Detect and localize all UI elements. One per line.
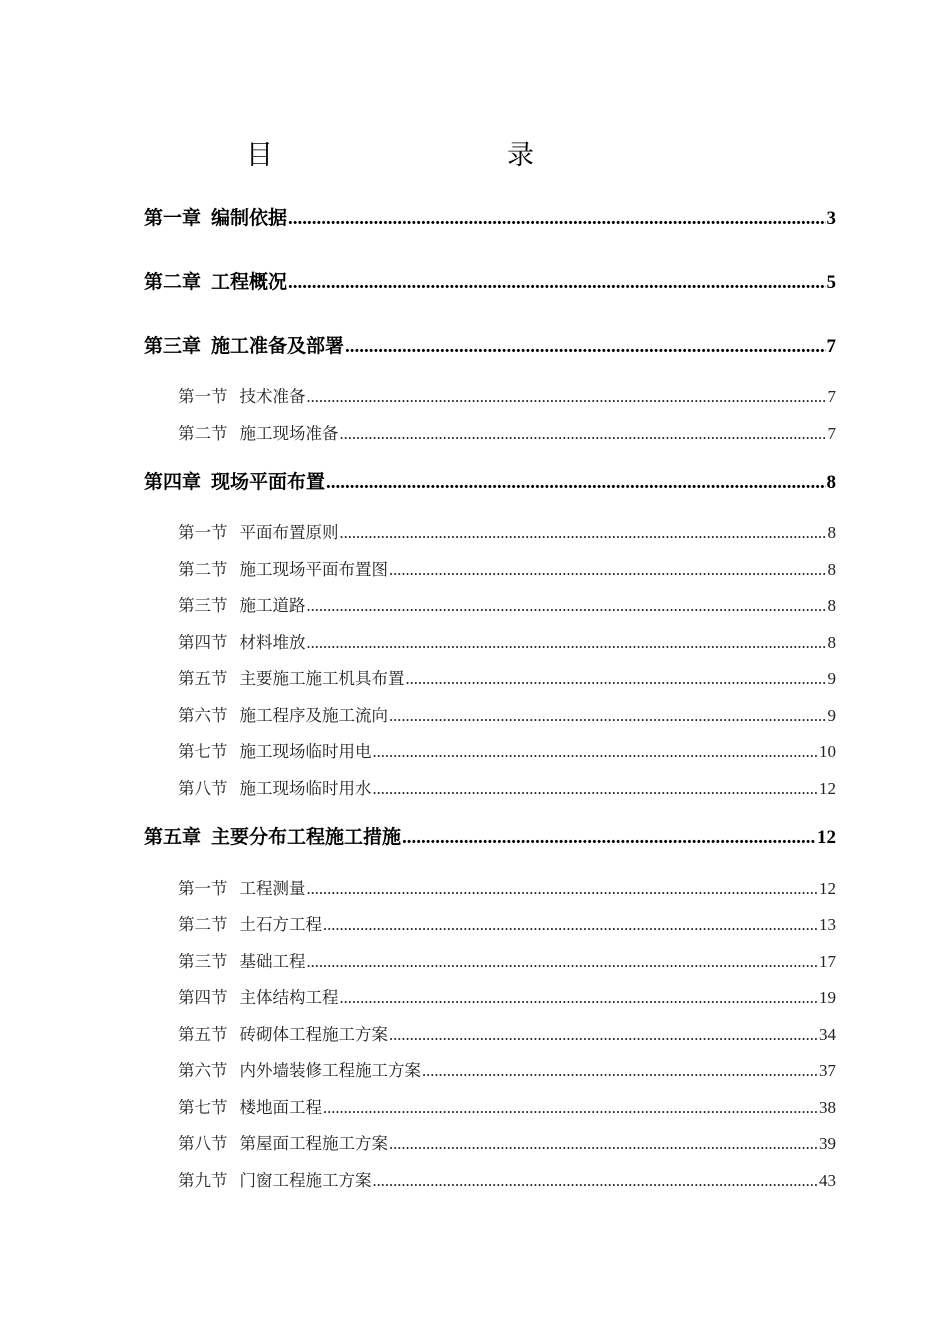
toc-section[interactable] bbox=[178, 665, 836, 689]
toc-entry-number: 第八节 bbox=[178, 1134, 228, 1153]
toc-entry-title: 施工准备及部署 bbox=[211, 335, 345, 357]
dot-leader bbox=[422, 1061, 818, 1081]
dot-leader bbox=[326, 472, 825, 494]
toc-entry-number: 第五节 bbox=[178, 1025, 228, 1044]
dot-leader bbox=[340, 988, 819, 1008]
toc-section[interactable] bbox=[178, 556, 836, 580]
dot-leader bbox=[340, 424, 827, 444]
toc-entry-page: 12 bbox=[819, 879, 836, 898]
toc-entry-number: 第三节 bbox=[178, 596, 228, 615]
toc-entry-title: 门窗工程施工方案 bbox=[239, 1171, 372, 1190]
toc-entry-page: 7 bbox=[826, 336, 836, 357]
toc-chapter-5[interactable] bbox=[144, 822, 836, 849]
toc-entry-page: 17 bbox=[819, 952, 836, 971]
dot-leader bbox=[389, 1134, 818, 1154]
toc-entry-number: 第一章 bbox=[144, 207, 202, 229]
toc-entry-number: 第四节 bbox=[178, 988, 228, 1007]
toc-entry-number: 第四节 bbox=[178, 633, 228, 652]
toc-entry-page: 8 bbox=[827, 523, 836, 542]
toc-entry-number: 第四章 bbox=[144, 471, 202, 493]
dot-leader bbox=[373, 779, 819, 799]
toc-entry-number: 第七节 bbox=[178, 742, 228, 761]
toc-entry-page: 10 bbox=[819, 742, 836, 761]
toc-entry-page: 37 bbox=[819, 1061, 836, 1080]
toc-entry-title: 主要施工施工机具布置 bbox=[239, 669, 405, 688]
toc-entry-page: 43 bbox=[819, 1171, 836, 1190]
dot-leader bbox=[288, 272, 825, 294]
toc-entry-number: 第六节 bbox=[178, 1061, 228, 1080]
toc-entry-page: 7 bbox=[827, 424, 836, 443]
toc-entry-number: 第八节 bbox=[178, 779, 228, 798]
toc-entry-number: 第九节 bbox=[178, 1171, 228, 1190]
dot-leader bbox=[389, 1025, 818, 1045]
toc-entry-title: 砖砌体工程施工方案 bbox=[239, 1025, 388, 1044]
toc-entry-page: 34 bbox=[819, 1025, 836, 1044]
toc-section[interactable] bbox=[178, 911, 836, 935]
toc-entry-title: 土石方工程 bbox=[239, 915, 322, 934]
dot-leader bbox=[307, 387, 827, 407]
toc-entry-page: 8 bbox=[826, 472, 836, 493]
dot-leader bbox=[389, 560, 827, 580]
toc-section[interactable] bbox=[178, 1167, 836, 1191]
toc-section[interactable] bbox=[178, 383, 836, 407]
toc-entry-page: 12 bbox=[817, 827, 836, 848]
toc-entry-number: 第三节 bbox=[178, 952, 228, 971]
toc-entry-page: 8 bbox=[827, 560, 836, 579]
toc-section[interactable] bbox=[178, 984, 836, 1008]
toc-section[interactable] bbox=[178, 420, 836, 444]
toc-entry-title: 基础工程 bbox=[239, 952, 306, 971]
toc-entry-number: 第一节 bbox=[178, 523, 228, 542]
toc-entry-page: 38 bbox=[819, 1098, 836, 1117]
toc-entry-title: 编制依据 bbox=[211, 207, 288, 229]
toc-section[interactable] bbox=[178, 948, 836, 972]
toc-section[interactable] bbox=[178, 592, 836, 616]
toc-entry-number: 第六节 bbox=[178, 706, 228, 725]
dot-leader bbox=[340, 523, 827, 543]
toc-section[interactable] bbox=[178, 629, 836, 653]
toc-entry-title: 施工现场平面布置图 bbox=[239, 560, 388, 579]
dot-leader bbox=[288, 208, 825, 230]
toc-entry-title: 施工现场准备 bbox=[239, 424, 339, 443]
dot-leader bbox=[307, 952, 819, 972]
dot-leader bbox=[323, 1098, 818, 1118]
toc-entry-page: 7 bbox=[827, 387, 836, 406]
toc-entry-title: 工程概况 bbox=[211, 271, 288, 293]
toc-entry-page: 5 bbox=[826, 272, 836, 293]
toc-section[interactable] bbox=[178, 1094, 836, 1118]
toc-section[interactable] bbox=[178, 1021, 836, 1045]
toc-entry-page: 8 bbox=[827, 633, 836, 652]
toc-entry-page: 9 bbox=[827, 706, 836, 725]
toc-section[interactable] bbox=[178, 875, 836, 899]
toc-entry-page: 12 bbox=[819, 779, 836, 798]
dot-leader bbox=[307, 879, 819, 899]
dot-leader bbox=[307, 596, 827, 616]
toc-entry-title: 技术准备 bbox=[239, 387, 306, 406]
dot-leader bbox=[323, 915, 818, 935]
toc-section[interactable] bbox=[178, 1057, 836, 1081]
toc-entry-number: 第二章 bbox=[144, 271, 202, 293]
toc-entry-number: 第二节 bbox=[178, 915, 228, 934]
toc-entry-page: 9 bbox=[827, 669, 836, 688]
dot-leader bbox=[373, 1171, 819, 1191]
dot-leader bbox=[345, 336, 825, 358]
toc-entry-title: 现场平面布置 bbox=[211, 471, 326, 493]
toc-entry-title: 材料堆放 bbox=[239, 633, 306, 652]
dot-leader bbox=[373, 742, 819, 762]
dot-leader bbox=[406, 669, 827, 689]
toc-chapter-3[interactable] bbox=[144, 331, 836, 358]
toc-entry-title: 第屋面工程施工方案 bbox=[239, 1134, 388, 1153]
page-title: 目 录 bbox=[246, 140, 594, 171]
toc-entry-page: 3 bbox=[826, 208, 836, 229]
toc-entry-number: 第三章 bbox=[144, 335, 202, 357]
toc-entry-number: 第五节 bbox=[178, 669, 228, 688]
toc-entry-page: 8 bbox=[827, 596, 836, 615]
toc-entry-title: 施工现场临时用电 bbox=[239, 742, 372, 761]
toc-entry-number: 第二节 bbox=[178, 560, 228, 579]
toc-entry-title: 工程测量 bbox=[239, 879, 306, 898]
dot-leader bbox=[402, 827, 816, 849]
toc-section[interactable] bbox=[178, 775, 836, 799]
toc-entry-title: 主要分布工程施工措施 bbox=[211, 826, 402, 848]
toc-chapter-4[interactable] bbox=[144, 467, 836, 494]
toc-entry-title: 楼地面工程 bbox=[239, 1098, 322, 1117]
toc-entry-title: 施工道路 bbox=[239, 596, 306, 615]
toc-chapter-2[interactable] bbox=[144, 267, 836, 294]
toc-entry-title: 施工现场临时用水 bbox=[239, 779, 372, 798]
toc-entry-number: 第二节 bbox=[178, 424, 228, 443]
toc-entry-title: 内外墙装修工程施工方案 bbox=[239, 1061, 421, 1080]
dot-leader bbox=[307, 633, 827, 653]
toc-entry-title: 平面布置原则 bbox=[239, 523, 339, 542]
toc-section[interactable] bbox=[178, 1130, 836, 1154]
toc-entry-page: 19 bbox=[819, 988, 836, 1007]
toc-entry-page: 13 bbox=[819, 915, 836, 934]
toc-section[interactable] bbox=[178, 519, 836, 543]
toc-chapter-1[interactable] bbox=[144, 203, 836, 230]
toc-entry-title: 施工程序及施工流向 bbox=[239, 706, 388, 725]
toc-entry-number: 第五章 bbox=[144, 826, 202, 848]
toc-entry-title: 主体结构工程 bbox=[239, 988, 339, 1007]
toc-entry-number: 第七节 bbox=[178, 1098, 228, 1117]
toc-section[interactable] bbox=[178, 702, 836, 726]
toc-section[interactable] bbox=[178, 738, 836, 762]
toc-entry-page: 39 bbox=[819, 1134, 836, 1153]
dot-leader bbox=[389, 706, 827, 726]
toc-entry-number: 第一节 bbox=[178, 387, 228, 406]
toc-entry-number: 第一节 bbox=[178, 879, 228, 898]
